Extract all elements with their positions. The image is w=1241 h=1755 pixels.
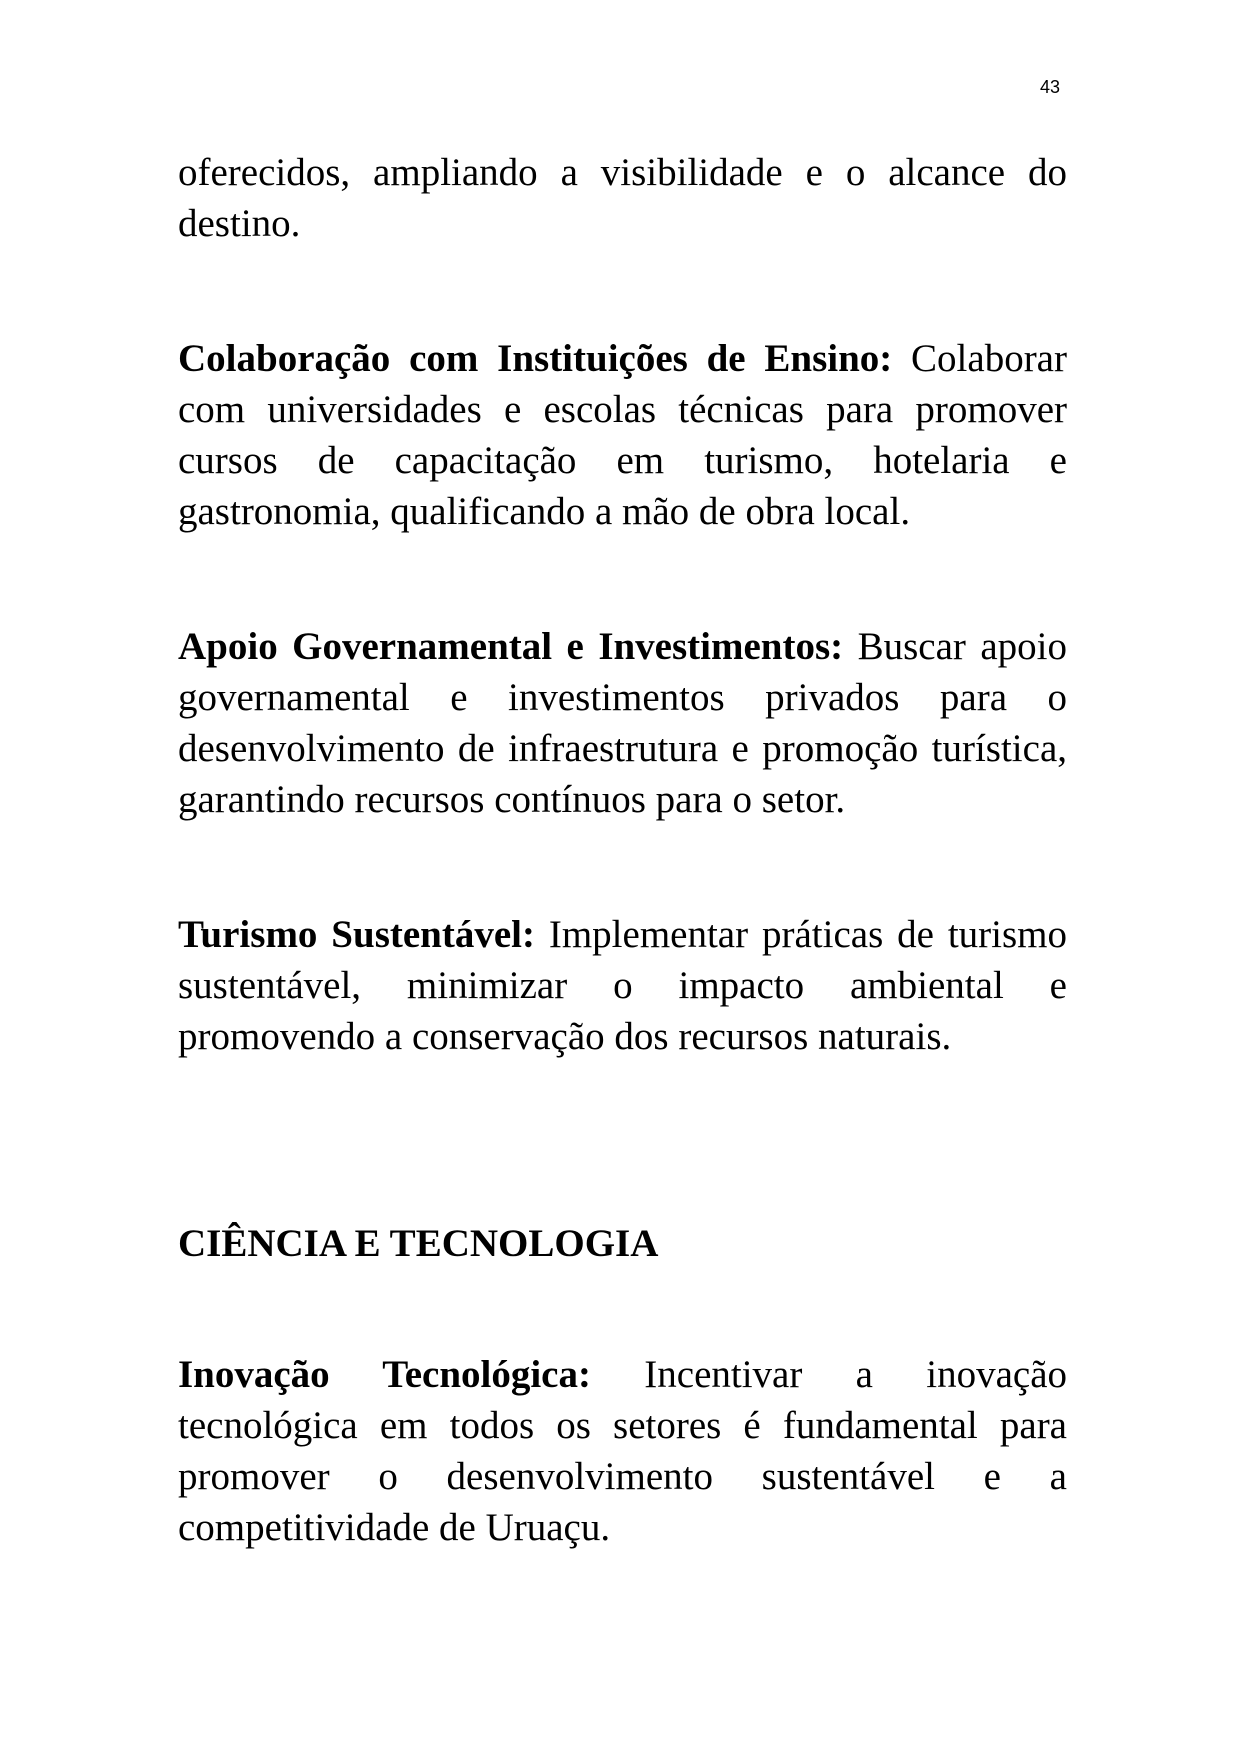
paragraph-lead: Inovação Tecnológica:	[178, 1353, 591, 1396]
page-number: 43	[1039, 77, 1060, 97]
paragraph-text: Incentivar a inovação tecnológica em todos os setores é fundamental para promover o desenvolvimento sustentável e a competitividade de Uruaçu.	[178, 1353, 1068, 1549]
section-heading: CIÊNCIA E TECNOLOGIA	[178, 1222, 659, 1265]
paragraph-text: Buscar apoio governamental e investimentos privados para o desenvolvimento de infraestrutura e promoção turística, garantindo recursos contínuos para o setor.	[178, 625, 1067, 821]
paragraph-continuation	[178, 147, 1067, 249]
document-body	[178, 147, 1067, 1553]
paragraph-lead: Colaboração com Instituições de Ensino:	[178, 337, 893, 380]
paragraph-lead: Apoio Governamental e Investimentos:	[178, 625, 844, 668]
paragraph-text: oferecidos, ampliando a visibilidade e o alcance do destino.	[178, 151, 1067, 245]
paragraph-colaboracao-ensino	[178, 333, 1067, 537]
paragraph-inovacao-tecnologica	[178, 1349, 1067, 1553]
paragraph-text: Implementar práticas de turismo sustentável, minimizar o impacto ambiental e promovendo a conservação dos recursos naturais.	[178, 913, 1067, 1058]
paragraph-turismo-sustentavel	[178, 909, 1067, 1062]
paragraph-text: Colaborar com universidades e escolas técnicas para promover cursos de capacitação em turismo, hotelaria e gastronomia, qualificando a mão de obra local.	[178, 337, 1067, 533]
paragraph-lead: Turismo Sustentável:	[178, 913, 535, 956]
paragraph-apoio-governamental	[178, 621, 1067, 825]
